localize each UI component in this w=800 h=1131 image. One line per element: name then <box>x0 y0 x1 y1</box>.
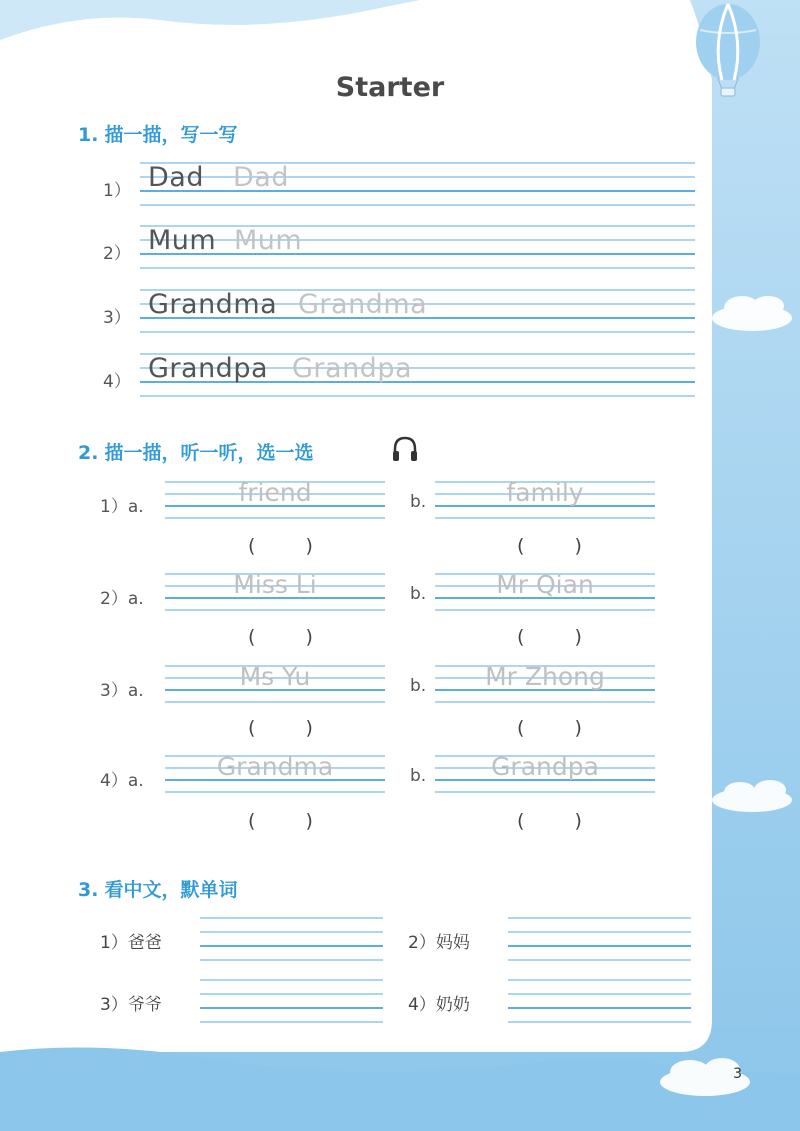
section-3-heading <box>78 875 237 902</box>
s2-row-2-label: 2）a. <box>100 589 144 609</box>
s2-row-2-b-label: b. <box>410 584 427 604</box>
s2-row-2-answer-a[interactable]: ( ) <box>248 626 335 648</box>
section-2-title: 描一描，听一听，选一选 <box>104 442 314 464</box>
s2-row-4-answer-a[interactable]: ( ) <box>248 810 335 832</box>
s2-row-2-option-a[interactable]: Miss Li <box>233 570 317 599</box>
s2-row-2-option-b[interactable]: Mr Qian <box>496 570 594 599</box>
s1-item-4-solid: Grandpa <box>148 353 269 384</box>
s1-item-4-ghost: Grandpa <box>292 353 413 384</box>
s1-item-4-label: 4） <box>103 372 131 392</box>
s1-item-1-solid: Dad <box>148 162 204 193</box>
s3-item-4-answer-area[interactable] <box>508 977 691 1025</box>
s1-item-1-label: 1） <box>103 181 131 201</box>
s1-item-3-label: 3） <box>103 308 131 328</box>
s2-row-3-b-label: b. <box>410 676 427 696</box>
s1-item-3-ghost: Grandma <box>298 289 428 320</box>
s2-row-1-label: 1）a. <box>100 497 144 517</box>
section-3-number: 3. <box>78 879 99 901</box>
s3-item-3-answer-area[interactable] <box>200 977 383 1025</box>
s3-item-1-answer-area[interactable] <box>200 915 383 963</box>
s2-row-3-label: 3）a. <box>100 681 144 701</box>
section-1-heading <box>78 120 237 147</box>
s2-row-4-b-label: b. <box>410 766 427 786</box>
s2-row-4-label: 4）a. <box>100 771 144 791</box>
s2-row-4-answer-b[interactable]: ( ) <box>517 810 604 832</box>
s1-item-2-ghost: Mum <box>234 225 303 256</box>
section-3-title: 看中文，默单词 <box>104 879 238 901</box>
s1-item-2-solid: Mum <box>148 225 217 256</box>
s1-item-2-label: 2） <box>103 244 131 264</box>
s2-row-1-b-label: b. <box>410 492 427 512</box>
guide-set <box>140 163 695 205</box>
section-1-number: 1. <box>78 124 99 146</box>
s2-row-1-option-b[interactable]: family <box>506 478 584 507</box>
section-2-number: 2. <box>78 442 99 464</box>
s2-row-1-option-a[interactable]: friend <box>238 478 312 507</box>
s2-row-4-option-b[interactable]: Grandpa <box>491 752 599 781</box>
section-2-heading <box>78 438 313 465</box>
s2-row-3-answer-b[interactable]: ( ) <box>517 717 604 739</box>
page-title: Starter <box>335 72 445 103</box>
s2-row-3-option-a[interactable]: Ms Yu <box>239 662 311 691</box>
s3-item-4-label: 4）奶奶 <box>408 995 470 1015</box>
s3-item-1-label: 1）爸爸 <box>100 933 162 953</box>
s2-row-3-option-b[interactable]: Mr Zhong <box>485 662 605 691</box>
s3-item-2-label: 2）妈妈 <box>408 933 470 953</box>
s2-row-4-option-a[interactable]: Grandma <box>216 752 334 781</box>
section-1-title: 描一描，写一写 <box>104 124 238 146</box>
s2-row-1-answer-a[interactable]: ( ) <box>248 535 335 557</box>
s1-item-1-ghost: Dad <box>233 162 289 193</box>
page-number: 3 <box>733 1066 742 1082</box>
s3-item-3-label: 3）爷爷 <box>100 995 162 1015</box>
s1-item-3-solid: Grandma <box>148 289 278 320</box>
headphones-icon[interactable] <box>390 434 420 464</box>
s2-row-3-answer-a[interactable]: ( ) <box>248 717 335 739</box>
s2-row-2-answer-b[interactable]: ( ) <box>517 626 604 648</box>
s3-item-2-answer-area[interactable] <box>508 915 691 963</box>
s2-row-1-answer-b[interactable]: ( ) <box>517 535 604 557</box>
